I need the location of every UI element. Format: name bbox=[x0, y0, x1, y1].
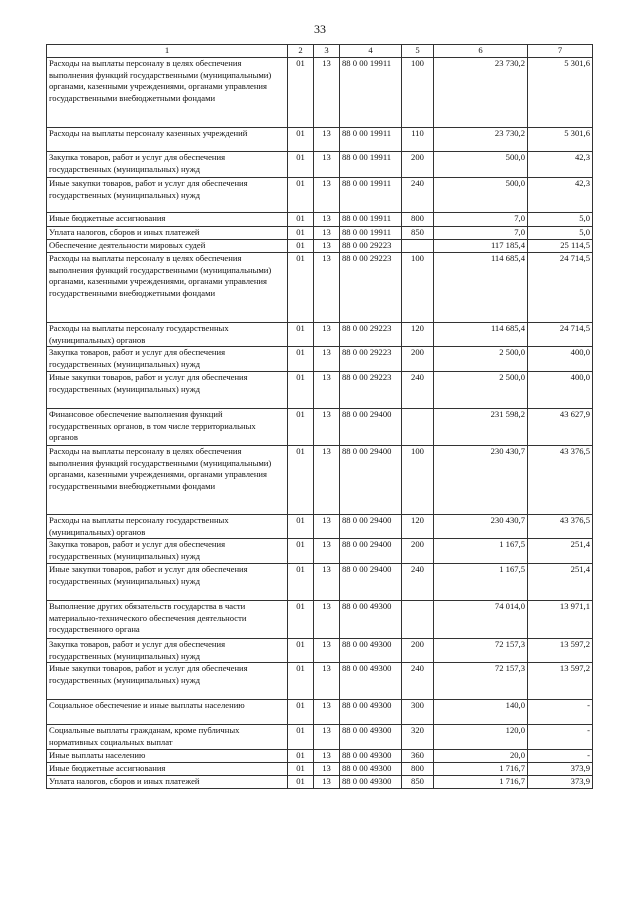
executed-amount-cell: 24 714,5 bbox=[528, 253, 593, 323]
subsection-code-cell: 13 bbox=[314, 323, 340, 347]
section-code-cell: 01 bbox=[288, 446, 314, 515]
approved-amount-cell: 114 685,4 bbox=[434, 323, 528, 347]
target-article-code-cell: 88 0 00 49300 bbox=[340, 750, 402, 763]
executed-amount-cell: 400,0 bbox=[528, 372, 593, 409]
expense-type-code-cell: 850 bbox=[402, 776, 434, 789]
expense-name-cell: Уплата налогов, сборов и иных платежей bbox=[47, 776, 288, 789]
executed-amount-cell: 42,3 bbox=[528, 152, 593, 178]
executed-amount-cell: 43 376,5 bbox=[528, 446, 593, 515]
approved-amount-cell: 230 430,7 bbox=[434, 446, 528, 515]
section-code-cell: 01 bbox=[288, 253, 314, 323]
section-code-cell: 01 bbox=[288, 564, 314, 601]
subsection-code-cell: 13 bbox=[314, 213, 340, 227]
approved-amount-cell: 230 430,7 bbox=[434, 515, 528, 539]
budget-table bbox=[46, 44, 593, 789]
expense-name-cell: Обеспечение деятельности мировых судей bbox=[47, 240, 288, 253]
target-article-code-cell: 88 0 00 49300 bbox=[340, 700, 402, 725]
executed-amount-cell: 5,0 bbox=[528, 227, 593, 240]
section-code-cell: 01 bbox=[288, 347, 314, 372]
expense-type-code-cell: 360 bbox=[402, 750, 434, 763]
expense-type-code-cell: 240 bbox=[402, 663, 434, 700]
approved-amount-cell: 23 730,2 bbox=[434, 128, 528, 152]
subsection-code-cell: 13 bbox=[314, 776, 340, 789]
target-article-code-cell: 88 0 00 49300 bbox=[340, 663, 402, 700]
table-row bbox=[47, 347, 593, 372]
expense-name-cell: Финансовое обеспечение выполнения функций государственных органов, в том числе территориальных органов bbox=[47, 409, 288, 446]
subsection-code-cell: 13 bbox=[314, 515, 340, 539]
section-code-cell: 01 bbox=[288, 323, 314, 347]
table-row bbox=[47, 515, 593, 539]
section-code-cell: 01 bbox=[288, 515, 314, 539]
target-article-code-cell: 88 0 00 29400 bbox=[340, 446, 402, 515]
column-header-3: 3 bbox=[314, 45, 340, 58]
target-article-code-cell: 88 0 00 19911 bbox=[340, 213, 402, 227]
approved-amount-cell: 140,0 bbox=[434, 700, 528, 725]
target-article-code-cell: 88 0 00 29223 bbox=[340, 240, 402, 253]
table-row bbox=[47, 372, 593, 409]
expense-name-cell: Иные выплаты населению bbox=[47, 750, 288, 763]
target-article-code-cell: 88 0 00 49300 bbox=[340, 776, 402, 789]
expense-name-cell: Иные бюджетные ассигнования bbox=[47, 213, 288, 227]
expense-name-cell: Закупка товаров, работ и услуг для обеспечения государственных (муниципальных) нужд bbox=[47, 152, 288, 178]
subsection-code-cell: 13 bbox=[314, 564, 340, 601]
executed-amount-cell: 42,3 bbox=[528, 178, 593, 213]
approved-amount-cell: 2 500,0 bbox=[434, 347, 528, 372]
executed-amount-cell: 13 597,2 bbox=[528, 639, 593, 663]
approved-amount-cell: 1 167,5 bbox=[434, 564, 528, 601]
executed-amount-cell: - bbox=[528, 750, 593, 763]
approved-amount-cell: 231 598,2 bbox=[434, 409, 528, 446]
expense-type-code-cell: 200 bbox=[402, 347, 434, 372]
target-article-code-cell: 88 0 00 29400 bbox=[340, 539, 402, 564]
target-article-code-cell: 88 0 00 19911 bbox=[340, 227, 402, 240]
table-row bbox=[47, 409, 593, 446]
table-row bbox=[47, 564, 593, 601]
column-header-5: 5 bbox=[402, 45, 434, 58]
expense-type-code-cell bbox=[402, 409, 434, 446]
table-header-row bbox=[47, 45, 593, 58]
approved-amount-cell: 72 157,3 bbox=[434, 663, 528, 700]
section-code-cell: 01 bbox=[288, 763, 314, 776]
executed-amount-cell: 13 971,1 bbox=[528, 601, 593, 639]
executed-amount-cell: 25 114,5 bbox=[528, 240, 593, 253]
table-row bbox=[47, 128, 593, 152]
table-row bbox=[47, 227, 593, 240]
approved-amount-cell: 114 685,4 bbox=[434, 253, 528, 323]
table-row bbox=[47, 323, 593, 347]
target-article-code-cell: 88 0 00 29223 bbox=[340, 253, 402, 323]
executed-amount-cell: 5 301,6 bbox=[528, 128, 593, 152]
expense-type-code-cell: 300 bbox=[402, 700, 434, 725]
expense-name-cell: Расходы на выплаты персоналу в целях обеспечения выполнения функций государственными (муниципальными) органами, казенными учреждениями, органами управления государственными внебюджетными фондами bbox=[47, 253, 288, 323]
executed-amount-cell: 13 597,2 bbox=[528, 663, 593, 700]
expense-type-code-cell bbox=[402, 601, 434, 639]
executed-amount-cell: - bbox=[528, 700, 593, 725]
expense-type-code-cell: 100 bbox=[402, 253, 434, 323]
expense-type-code-cell: 850 bbox=[402, 227, 434, 240]
approved-amount-cell: 7,0 bbox=[434, 227, 528, 240]
expense-name-cell: Иные бюджетные ассигнования bbox=[47, 763, 288, 776]
expense-name-cell: Расходы на выплаты персоналу государственных (муниципальных) органов bbox=[47, 323, 288, 347]
table-row bbox=[47, 663, 593, 700]
table-row bbox=[47, 639, 593, 663]
section-code-cell: 01 bbox=[288, 663, 314, 700]
expense-name-cell: Иные закупки товаров, работ и услуг для обеспечения государственных (муниципальных) нужд bbox=[47, 178, 288, 213]
approved-amount-cell: 74 014,0 bbox=[434, 601, 528, 639]
expense-name-cell: Закупка товаров, работ и услуг для обеспечения государственных (муниципальных) нужд bbox=[47, 347, 288, 372]
target-article-code-cell: 88 0 00 49300 bbox=[340, 639, 402, 663]
approved-amount-cell: 500,0 bbox=[434, 178, 528, 213]
target-article-code-cell: 88 0 00 29400 bbox=[340, 409, 402, 446]
table-row bbox=[47, 539, 593, 564]
section-code-cell: 01 bbox=[288, 227, 314, 240]
section-code-cell: 01 bbox=[288, 639, 314, 663]
target-article-code-cell: 88 0 00 19911 bbox=[340, 128, 402, 152]
target-article-code-cell: 88 0 00 19911 bbox=[340, 152, 402, 178]
column-header-7: 7 bbox=[528, 45, 593, 58]
expense-name-cell: Расходы на выплаты персоналу государственных (муниципальных) органов bbox=[47, 515, 288, 539]
target-article-code-cell: 88 0 00 49300 bbox=[340, 601, 402, 639]
executed-amount-cell: 43 627,9 bbox=[528, 409, 593, 446]
section-code-cell: 01 bbox=[288, 128, 314, 152]
executed-amount-cell: 373,9 bbox=[528, 776, 593, 789]
executed-amount-cell: 5,0 bbox=[528, 213, 593, 227]
table-row bbox=[47, 776, 593, 789]
subsection-code-cell: 13 bbox=[314, 128, 340, 152]
column-header-1: 1 bbox=[47, 45, 288, 58]
target-article-code-cell: 88 0 00 29400 bbox=[340, 515, 402, 539]
approved-amount-cell: 72 157,3 bbox=[434, 639, 528, 663]
section-code-cell: 01 bbox=[288, 750, 314, 763]
subsection-code-cell: 13 bbox=[314, 178, 340, 213]
subsection-code-cell: 13 bbox=[314, 539, 340, 564]
table-row bbox=[47, 253, 593, 323]
table-row bbox=[47, 178, 593, 213]
table-row bbox=[47, 152, 593, 178]
approved-amount-cell: 500,0 bbox=[434, 152, 528, 178]
executed-amount-cell: - bbox=[528, 725, 593, 750]
approved-amount-cell: 1 716,7 bbox=[434, 763, 528, 776]
target-article-code-cell: 88 0 00 29223 bbox=[340, 372, 402, 409]
section-code-cell: 01 bbox=[288, 152, 314, 178]
expense-type-code-cell: 100 bbox=[402, 58, 434, 128]
target-article-code-cell: 88 0 00 49300 bbox=[340, 725, 402, 750]
expense-name-cell: Расходы на выплаты персоналу казенных учреждений bbox=[47, 128, 288, 152]
expense-type-code-cell: 100 bbox=[402, 446, 434, 515]
subsection-code-cell: 13 bbox=[314, 750, 340, 763]
section-code-cell: 01 bbox=[288, 178, 314, 213]
expense-type-code-cell: 120 bbox=[402, 323, 434, 347]
subsection-code-cell: 13 bbox=[314, 58, 340, 128]
expense-name-cell: Расходы на выплаты персоналу в целях обеспечения выполнения функций государственными (муниципальными) органами, казенными учреждениями, органами управления государственными внебюджетными фондами bbox=[47, 58, 288, 128]
subsection-code-cell: 13 bbox=[314, 372, 340, 409]
target-article-code-cell: 88 0 00 19911 bbox=[340, 58, 402, 128]
table-row bbox=[47, 58, 593, 128]
expense-type-code-cell: 200 bbox=[402, 539, 434, 564]
table-row bbox=[47, 446, 593, 515]
section-code-cell: 01 bbox=[288, 700, 314, 725]
page-number: 33 bbox=[314, 22, 326, 36]
section-code-cell: 01 bbox=[288, 409, 314, 446]
executed-amount-cell: 251,4 bbox=[528, 539, 593, 564]
column-header-4: 4 bbox=[340, 45, 402, 58]
table-row bbox=[47, 213, 593, 227]
approved-amount-cell: 1 716,7 bbox=[434, 776, 528, 789]
expense-name-cell: Иные закупки товаров, работ и услуг для обеспечения государственных (муниципальных) нужд bbox=[47, 564, 288, 601]
expense-name-cell: Расходы на выплаты персоналу в целях обеспечения выполнения функций государственными (муниципальными) органами, казенными учреждениями, органами управления государственными внебюджетными фондами bbox=[47, 446, 288, 515]
approved-amount-cell: 2 500,0 bbox=[434, 372, 528, 409]
subsection-code-cell: 13 bbox=[314, 763, 340, 776]
table-row bbox=[47, 601, 593, 639]
expense-type-code-cell: 240 bbox=[402, 564, 434, 601]
section-code-cell: 01 bbox=[288, 240, 314, 253]
table-row bbox=[47, 725, 593, 750]
table-row bbox=[47, 763, 593, 776]
executed-amount-cell: 373,9 bbox=[528, 763, 593, 776]
section-code-cell: 01 bbox=[288, 539, 314, 564]
subsection-code-cell: 13 bbox=[314, 347, 340, 372]
target-article-code-cell: 88 0 00 19911 bbox=[340, 178, 402, 213]
subsection-code-cell: 13 bbox=[314, 639, 340, 663]
column-header-6: 6 bbox=[434, 45, 528, 58]
target-article-code-cell: 88 0 00 29400 bbox=[340, 564, 402, 601]
section-code-cell: 01 bbox=[288, 725, 314, 750]
target-article-code-cell: 88 0 00 29223 bbox=[340, 347, 402, 372]
subsection-code-cell: 13 bbox=[314, 240, 340, 253]
expense-type-code-cell: 800 bbox=[402, 213, 434, 227]
table-row bbox=[47, 240, 593, 253]
subsection-code-cell: 13 bbox=[314, 446, 340, 515]
approved-amount-cell: 7,0 bbox=[434, 213, 528, 227]
section-code-cell: 01 bbox=[288, 58, 314, 128]
subsection-code-cell: 13 bbox=[314, 700, 340, 725]
expense-name-cell: Уплата налогов, сборов и иных платежей bbox=[47, 227, 288, 240]
target-article-code-cell: 88 0 00 49300 bbox=[340, 763, 402, 776]
approved-amount-cell: 120,0 bbox=[434, 725, 528, 750]
executed-amount-cell: 43 376,5 bbox=[528, 515, 593, 539]
subsection-code-cell: 13 bbox=[314, 409, 340, 446]
executed-amount-cell: 251,4 bbox=[528, 564, 593, 601]
table-row bbox=[47, 750, 593, 763]
expense-name-cell: Закупка товаров, работ и услуг для обеспечения государственных (муниципальных) нужд bbox=[47, 539, 288, 564]
target-article-code-cell: 88 0 00 29223 bbox=[340, 323, 402, 347]
expense-name-cell: Иные закупки товаров, работ и услуг для обеспечения государственных (муниципальных) нужд bbox=[47, 663, 288, 700]
subsection-code-cell: 13 bbox=[314, 663, 340, 700]
section-code-cell: 01 bbox=[288, 213, 314, 227]
expense-type-code-cell: 800 bbox=[402, 763, 434, 776]
expense-type-code-cell: 240 bbox=[402, 178, 434, 213]
approved-amount-cell: 1 167,5 bbox=[434, 539, 528, 564]
approved-amount-cell: 20,0 bbox=[434, 750, 528, 763]
column-header-2: 2 bbox=[288, 45, 314, 58]
subsection-code-cell: 13 bbox=[314, 152, 340, 178]
expense-type-code-cell: 200 bbox=[402, 639, 434, 663]
expense-name-cell: Выполнение других обязательств государства в части материально-технического обеспечения деятельности государственного органа bbox=[47, 601, 288, 639]
executed-amount-cell: 24 714,5 bbox=[528, 323, 593, 347]
expense-name-cell: Социальные выплаты гражданам, кроме публичных нормативных социальных выплат bbox=[47, 725, 288, 750]
section-code-cell: 01 bbox=[288, 601, 314, 639]
expense-name-cell: Иные закупки товаров, работ и услуг для обеспечения государственных (муниципальных) нужд bbox=[47, 372, 288, 409]
executed-amount-cell: 5 301,6 bbox=[528, 58, 593, 128]
subsection-code-cell: 13 bbox=[314, 601, 340, 639]
expense-type-code-cell: 110 bbox=[402, 128, 434, 152]
section-code-cell: 01 bbox=[288, 372, 314, 409]
expense-type-code-cell: 120 bbox=[402, 515, 434, 539]
subsection-code-cell: 13 bbox=[314, 725, 340, 750]
expense-name-cell: Закупка товаров, работ и услуг для обеспечения государственных (муниципальных) нужд bbox=[47, 639, 288, 663]
subsection-code-cell: 13 bbox=[314, 253, 340, 323]
table-row bbox=[47, 700, 593, 725]
section-code-cell: 01 bbox=[288, 776, 314, 789]
approved-amount-cell: 117 185,4 bbox=[434, 240, 528, 253]
subsection-code-cell: 13 bbox=[314, 227, 340, 240]
executed-amount-cell: 400,0 bbox=[528, 347, 593, 372]
table-body bbox=[47, 58, 593, 789]
expense-type-code-cell: 240 bbox=[402, 372, 434, 409]
expense-type-code-cell bbox=[402, 240, 434, 253]
expense-name-cell: Социальное обеспечение и иные выплаты населению bbox=[47, 700, 288, 725]
expense-type-code-cell: 200 bbox=[402, 152, 434, 178]
approved-amount-cell: 23 730,2 bbox=[434, 58, 528, 128]
expense-type-code-cell: 320 bbox=[402, 725, 434, 750]
